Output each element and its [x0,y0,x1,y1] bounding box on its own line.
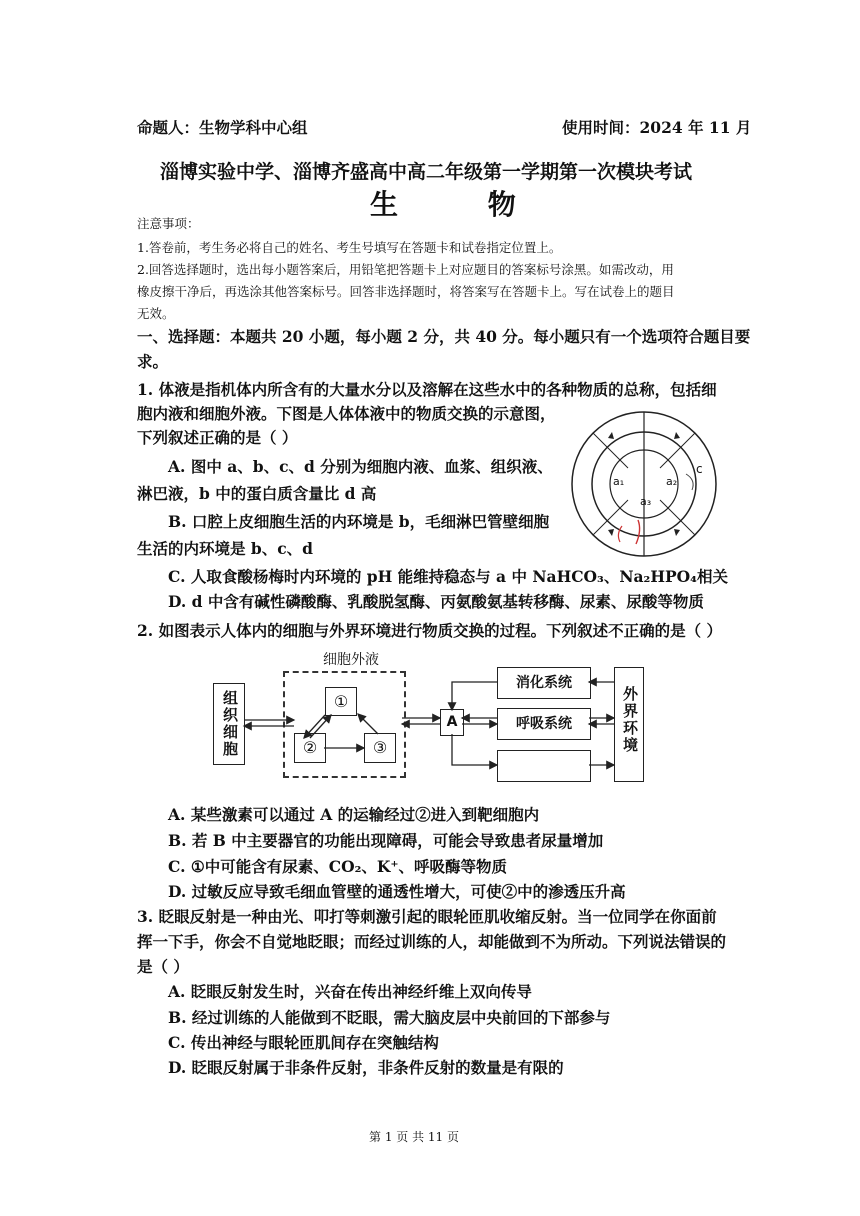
exam-title: 淄博实验中学、淄博齐盛高中高二年级第一学期第一次模块考试 [160,161,693,183]
q2-option-a: A. 某些激素可以通过 A 的运输经过②进入到靶细胞内 [168,805,540,824]
q1-stem: 1. 体液是指机体内所含有的大量水分以及溶解在这些水中的各种物质的总称，包括细 [137,380,717,399]
section-heading: 一、选择题：本题共 20 小题，每小题 2 分，共 40 分。每小题只有一个选项符合题目要 [137,327,751,346]
q2-stem: 2. 如图表示人体内的细胞与外界环境进行物质交换的过程。下列叙述不正确的是（ ） [137,621,722,640]
q1-stem: 下列叙述正确的是（ ） [137,428,298,447]
diagram-label-a2: a₂ [666,475,678,488]
page-number: 第 1 页 共 11 页 [369,1130,459,1144]
q3-option-c: C. 传出神经与眼轮匝肌间存在突触结构 [168,1033,439,1052]
node-1-label: ① [333,692,349,711]
q1-stem: 胞内液和细胞外液。下图是人体体液中的物质交换的示意图， [137,404,556,423]
node-3-label: ③ [372,738,388,757]
exam-date: 使用时间：2024 年 11 月 [562,118,752,137]
exam-subject: 生 物 [370,188,556,221]
q3-option-b: B. 经过训练的人能做到不眨眼，需大脑皮层中央前回的下部参与 [168,1008,611,1027]
q2-option-d: D. 过敏反应导致毛细血管壁的通透性增大，可使②中的渗透压升高 [168,882,626,901]
q2-option-c: C. ①中可能含有尿素、CO₂、K⁺、呼吸酶等物质 [168,857,508,876]
notes-line: 无效。 [137,306,175,321]
exam-author: 命题人：生物学科中心组 [137,118,308,137]
diagram-label-a3: a₃ [640,495,652,508]
flow-arrows [200,660,660,790]
q1-option-c: C. 人取食酸杨梅时内环境的 pH 能维持稳态与 a 中 NaHCO₃、Na₂HPO₄相关 [168,567,728,586]
q1-option-d: D. d 中含有碱性磷酸酶、乳酸脱氢酶、丙氨酸氨基转移酶、尿素、尿酸等物质 [168,592,704,611]
diagram-label-a1: a₁ [613,475,625,488]
diagram-label-c: c [696,462,703,476]
notes-line: 1.答卷前，考生务必将自己的姓名、考生号填写在答题卡和试卷指定位置上。 [137,240,562,255]
q3-option-a: A. 眨眼反射发生时，兴奋在传出神经纤维上双向传导 [168,982,532,1001]
q1-option-b: 生活的内环境是 b、c、d [137,539,314,558]
fluid-exchange-diagram [568,408,720,560]
notes-line: 2.回答选择题时，选出每小题答案后，用铅笔把答题卡上对应题目的答案标号涂黑。如需改动，用 [137,262,674,277]
node-2-label: ② [302,738,318,757]
q1-option-a: A. 图中 a、b、c、d 分别为细胞内液、血浆、组织液、 [168,457,553,476]
respiratory-system-label: 呼吸系统 [516,716,572,732]
q3-stem: 挥一下手，你会不自觉地眨眼；而经过训练的人，却能做到不为所动。下列说法错误的 [137,932,727,951]
notes-line: 橡皮擦干净后，再选涂其他答案标号。回答非选择题时，将答案写在答题卡上。写在试卷上的题目 [137,284,675,299]
q3-option-d: D. 眨眼反射属于非条件反射，非条件反射的数量是有限的 [168,1058,564,1077]
node-a-label: A [446,714,458,730]
ecf-label: 细胞外液 [323,652,379,668]
q3-stem: 是（ ） [137,957,189,976]
digestive-system-label: 消化系统 [516,675,572,691]
q1-option-a: 淋巴液，b 中的蛋白质含量比 d 高 [137,484,377,503]
external-env-label: 外界环境 [621,686,639,754]
q1-option-b: B. 口腔上皮细胞生活的内环境是 b，毛细淋巴管壁细胞 [168,512,550,531]
q2-option-b: B. 若 B 中主要器官的功能出现障碍，可能会导致患者尿量增加 [168,831,604,850]
section-heading: 求。 [137,352,169,371]
notes-heading: 注意事项： [137,216,200,231]
q3-stem: 3. 眨眼反射是一种由光、叩打等刺激引起的眼轮匝肌收缩反射。当一位同学在你面前 [137,907,717,926]
tissue-cell-label: 组织细胞 [221,690,239,758]
